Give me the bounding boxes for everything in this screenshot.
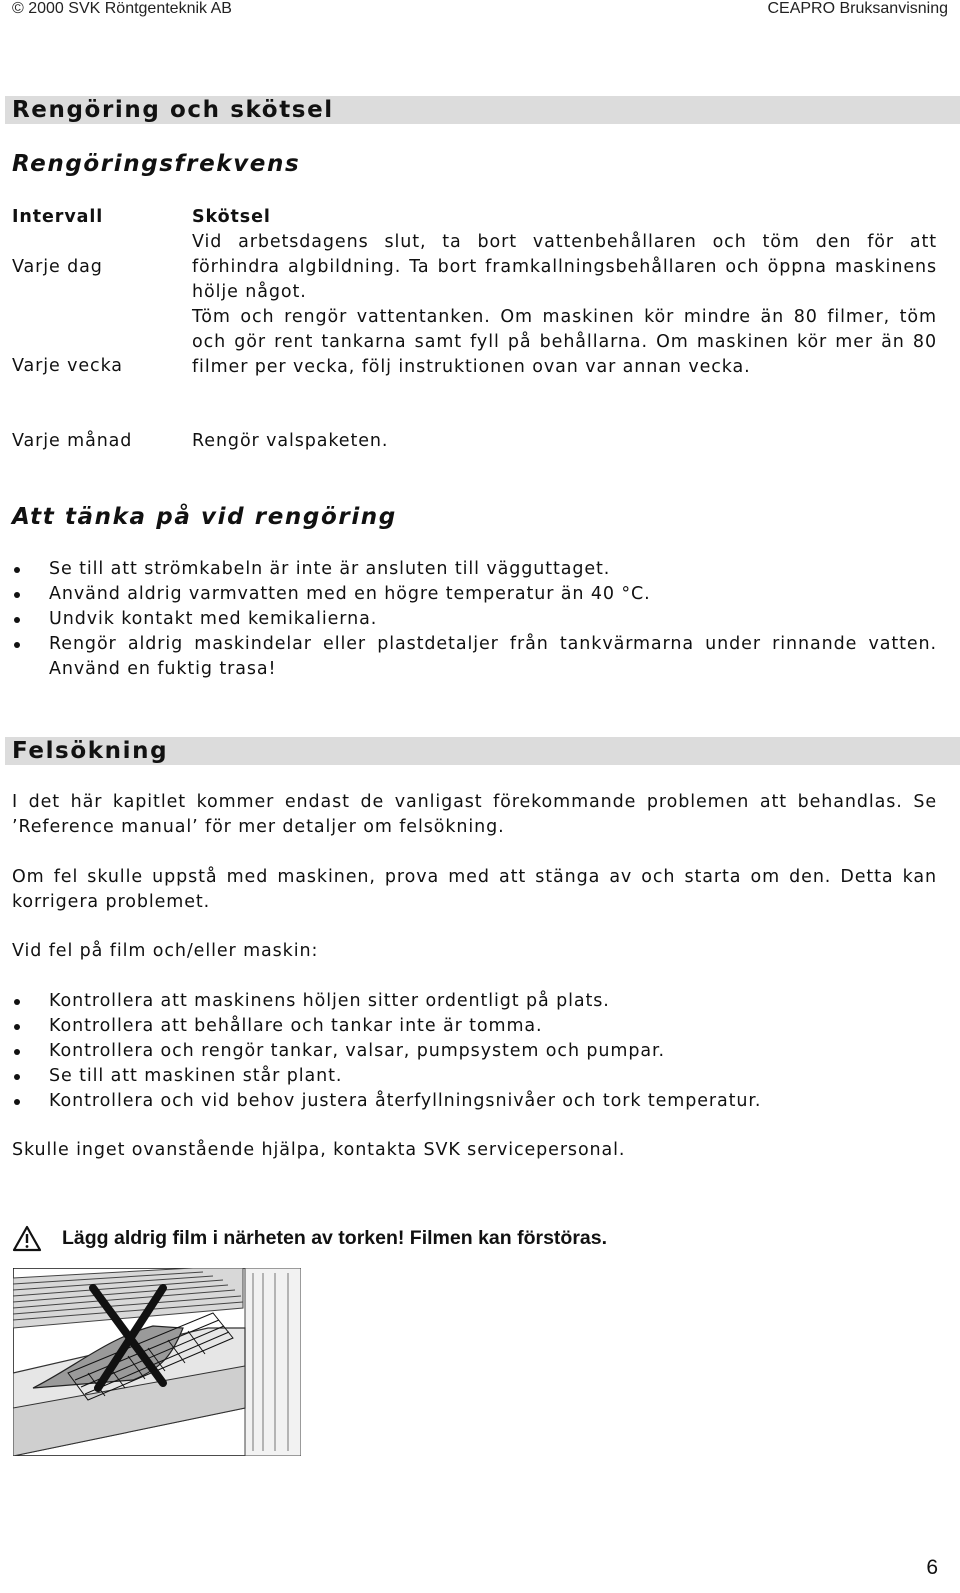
table-header-interval: Intervall xyxy=(12,207,104,227)
list-item: Rengör aldrig maskindelar eller plastdetaljer från tankvärmarna under rinnande vatten. Använd en fuktig trasa! xyxy=(12,632,937,682)
table-row-interval-daily: Varje dag xyxy=(12,257,103,277)
section-title-cleaning: Rengöring och skötsel xyxy=(12,97,334,123)
page-number: 6 xyxy=(926,1556,938,1579)
table-row-care-daily: Vid arbetsdagens slut, ta bort vattenbehållaren och töm den för att förhindra algbildning. Ta bort framkallningsbehållaren och öppna maskinens hölje något. xyxy=(192,232,937,302)
list-item: Använd aldrig varmvatten med en högre temperatur än 40 °C. xyxy=(12,582,937,607)
subsection-title-cleaning-tips: Att tänka på vid rengöring xyxy=(12,504,397,530)
troubleshooting-lead: Vid fel på film och/eller maskin: xyxy=(12,941,319,961)
dryer-no-film-illustration xyxy=(13,1268,301,1456)
table-row-care-monthly: Rengör valspaketen. xyxy=(192,431,389,451)
header-copyright: © 2000 SVK Röntgenteknik AB xyxy=(12,0,232,17)
list-item: Kontrollera och vid behov justera återfyllningsnivåer och tork temperatur. xyxy=(12,1089,937,1114)
list-item: Kontrollera att behållare och tankar inte är tomma. xyxy=(12,1014,937,1039)
list-item: Se till att maskinen står plant. xyxy=(12,1064,937,1089)
troubleshooting-restart: Om fel skulle uppstå med maskinen, prova med att stänga av och starta om den. Detta kan korrigera problemet. xyxy=(12,867,937,912)
table-header-care: Skötsel xyxy=(192,207,271,227)
warning-triangle-icon xyxy=(12,1225,42,1252)
warning-text: Lägg aldrig film i närheten av torken! Filmen kan förstöras. xyxy=(62,1227,608,1249)
section-title-troubleshooting: Felsökning xyxy=(12,738,169,764)
list-item: Se till att strömkabeln är inte är ansluten till vägguttaget. xyxy=(12,557,937,582)
table-row-care-weekly: Töm och rengör vattentanken. Om maskinen kör mindre än 80 filmer, töm och gör rent tankarna samt fyll på behållarna. Om maskinen kör mer än 80 filmer per vecka, följ instruktionen ovan var annan vecka. xyxy=(192,307,937,377)
cleaning-tips-list xyxy=(12,557,937,682)
table-row-interval-weekly: Varje vecka xyxy=(12,356,123,376)
troubleshooting-list xyxy=(12,989,937,1114)
subsection-title-frequency: Rengöringsfrekvens xyxy=(12,151,301,177)
list-item: Undvik kontakt med kemikalierna. xyxy=(12,607,937,632)
list-item: Kontrollera och rengör tankar, valsar, pumpsystem och pumpar. xyxy=(12,1039,937,1064)
table-row-interval-monthly: Varje månad xyxy=(12,431,133,451)
troubleshooting-intro: I det här kapitlet kommer endast de vanligast förekommande problemen att behandlas. Se ’Reference manual’ för mer detaljer om felsökning. xyxy=(12,792,937,837)
troubleshooting-contact: Skulle inget ovanstående hjälpa, kontakta SVK servicepersonal. xyxy=(12,1140,626,1160)
header-manual-title: CEAPRO Bruksanvisning xyxy=(767,0,948,17)
list-item: Kontrollera att maskinens höljen sitter ordentligt på plats. xyxy=(12,989,937,1014)
